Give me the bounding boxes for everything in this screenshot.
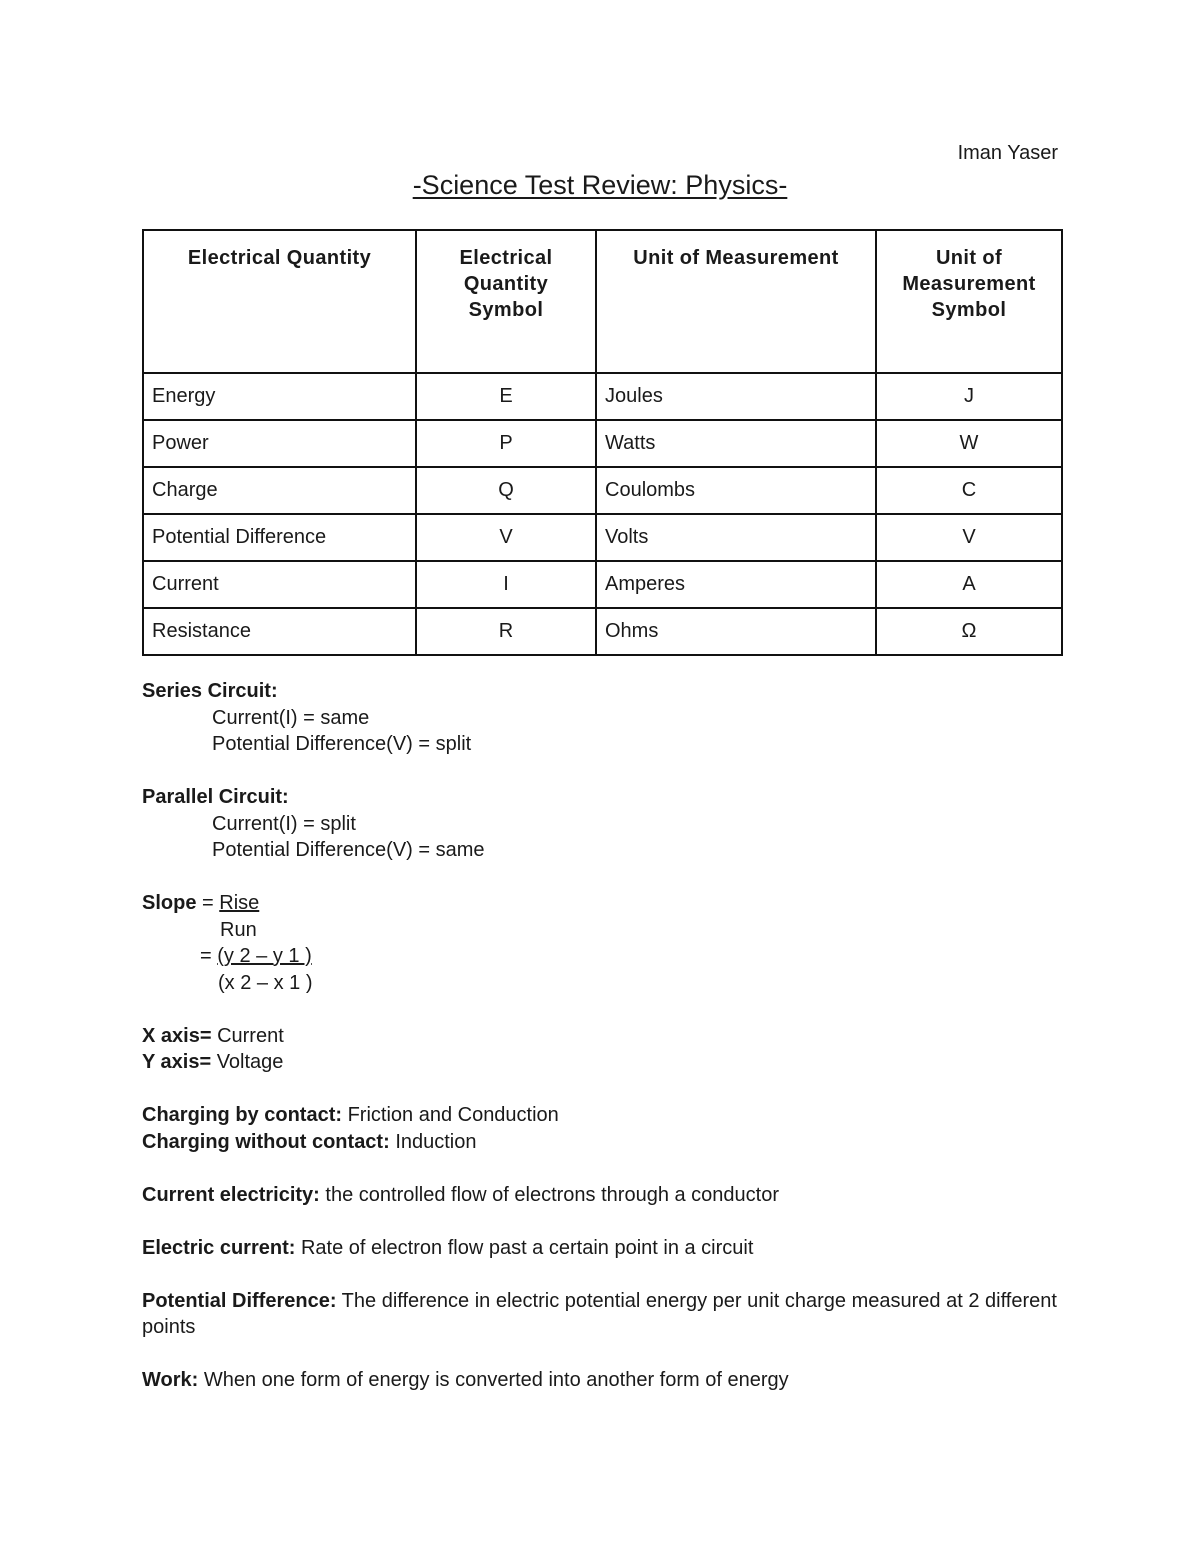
notes-section <box>142 678 1072 1394</box>
table-row <box>143 514 1062 561</box>
slope-fraction-line <box>142 943 1072 970</box>
definition-text: The difference in electric potential energy per unit charge measured at 2 different points <box>142 1289 1057 1338</box>
slope-equals: = <box>196 892 220 914</box>
quantity-cell: Resistance <box>143 608 416 655</box>
series-circuit-heading: Series Circuit: <box>142 680 278 702</box>
unit-symbol-cell: C <box>876 467 1062 514</box>
column-header: Unit of Measurement <box>596 230 876 373</box>
quantity-cell: Energy <box>143 373 416 420</box>
table-row <box>143 420 1062 467</box>
y-axis-label: Y axis= <box>142 1051 212 1073</box>
unit-symbol-cell: A <box>876 561 1062 608</box>
definition-work <box>142 1367 1072 1394</box>
unit-symbol-cell: Ω <box>876 608 1062 655</box>
definition-text: Rate of electron flow past a certain point in a circuit <box>295 1236 754 1259</box>
definition-term: Current electricity: <box>142 1183 320 1206</box>
charging-without-line <box>142 1129 1072 1156</box>
parallel-circuit-heading: Parallel Circuit: <box>142 786 289 808</box>
definition-electric-current <box>142 1235 1072 1262</box>
definition-text: the controlled flow of electrons through a conductor <box>319 1183 780 1206</box>
definition-text: When one form of energy is converted into another form of energy <box>198 1369 789 1391</box>
x-axis-line <box>142 1023 1072 1050</box>
series-voltage-line: Potential Difference(V) = split <box>212 733 472 755</box>
unit-cell: Volts <box>596 514 876 561</box>
table-header-row <box>143 230 1062 373</box>
slope-numerator: (y 2 – y 1 ) <box>217 945 312 967</box>
charging-without-value: Induction <box>389 1130 477 1153</box>
column-header: Electrical Quantity Symbol <box>416 230 596 373</box>
author-name: Iman Yaser <box>957 142 1058 164</box>
slope-equals-2: = <box>200 945 218 967</box>
unit-cell: Joules <box>596 373 876 420</box>
symbol-cell: E <box>416 373 596 420</box>
table-row <box>143 467 1062 514</box>
symbol-cell: V <box>416 514 596 561</box>
x-axis-label: X axis= <box>142 1024 212 1047</box>
definition-current-electricity <box>142 1182 1072 1209</box>
quantity-cell: Power <box>143 420 416 467</box>
charging-contact-label: Charging by contact: <box>142 1104 343 1126</box>
table-row <box>143 373 1062 420</box>
symbol-cell: Q <box>416 467 596 514</box>
charging-contact-value: Friction and Conduction <box>342 1104 559 1126</box>
page-title: -Science Test Review: Physics- <box>412 170 788 200</box>
parallel-voltage-line: Potential Difference(V) = same <box>212 839 485 861</box>
definition-term: Potential Difference: <box>142 1289 337 1312</box>
x-axis-value: Current <box>211 1024 284 1047</box>
symbol-cell: P <box>416 420 596 467</box>
table-row <box>143 561 1062 608</box>
y-axis-line <box>142 1049 1072 1076</box>
unit-cell: Watts <box>596 420 876 467</box>
definition-potential-difference <box>142 1288 1072 1341</box>
unit-cell: Amperes <box>596 561 876 608</box>
electrical-quantities-table <box>142 229 1063 656</box>
charging-without-label: Charging without contact: <box>142 1130 390 1153</box>
symbol-cell: I <box>416 561 596 608</box>
table-row <box>143 608 1062 655</box>
y-axis-value: Voltage <box>211 1051 284 1073</box>
parallel-current-line: Current(I) = split <box>212 812 356 835</box>
column-header: Electrical Quantity <box>143 230 416 373</box>
unit-symbol-cell: V <box>876 514 1062 561</box>
unit-cell: Ohms <box>596 608 876 655</box>
definition-term: Work: <box>142 1369 199 1391</box>
quantity-cell: Potential Difference <box>143 514 416 561</box>
quantity-cell: Charge <box>143 467 416 514</box>
unit-symbol-cell: J <box>876 373 1062 420</box>
slope-denominator: (x 2 – x 1 ) <box>218 971 313 994</box>
slope-formula-line <box>142 890 1072 917</box>
unit-symbol-cell: W <box>876 420 1062 467</box>
charging-contact-line <box>142 1102 1072 1129</box>
column-header: Unit of Measurement Symbol <box>876 230 1062 373</box>
series-current-line: Current(I) = same <box>212 706 370 729</box>
slope-run: Run <box>220 918 257 941</box>
quantity-cell: Current <box>143 561 416 608</box>
definition-term: Electric current: <box>142 1236 296 1259</box>
slope-rise: Rise <box>219 892 260 914</box>
symbol-cell: R <box>416 608 596 655</box>
slope-label: Slope <box>142 892 197 914</box>
unit-cell: Coulombs <box>596 467 876 514</box>
